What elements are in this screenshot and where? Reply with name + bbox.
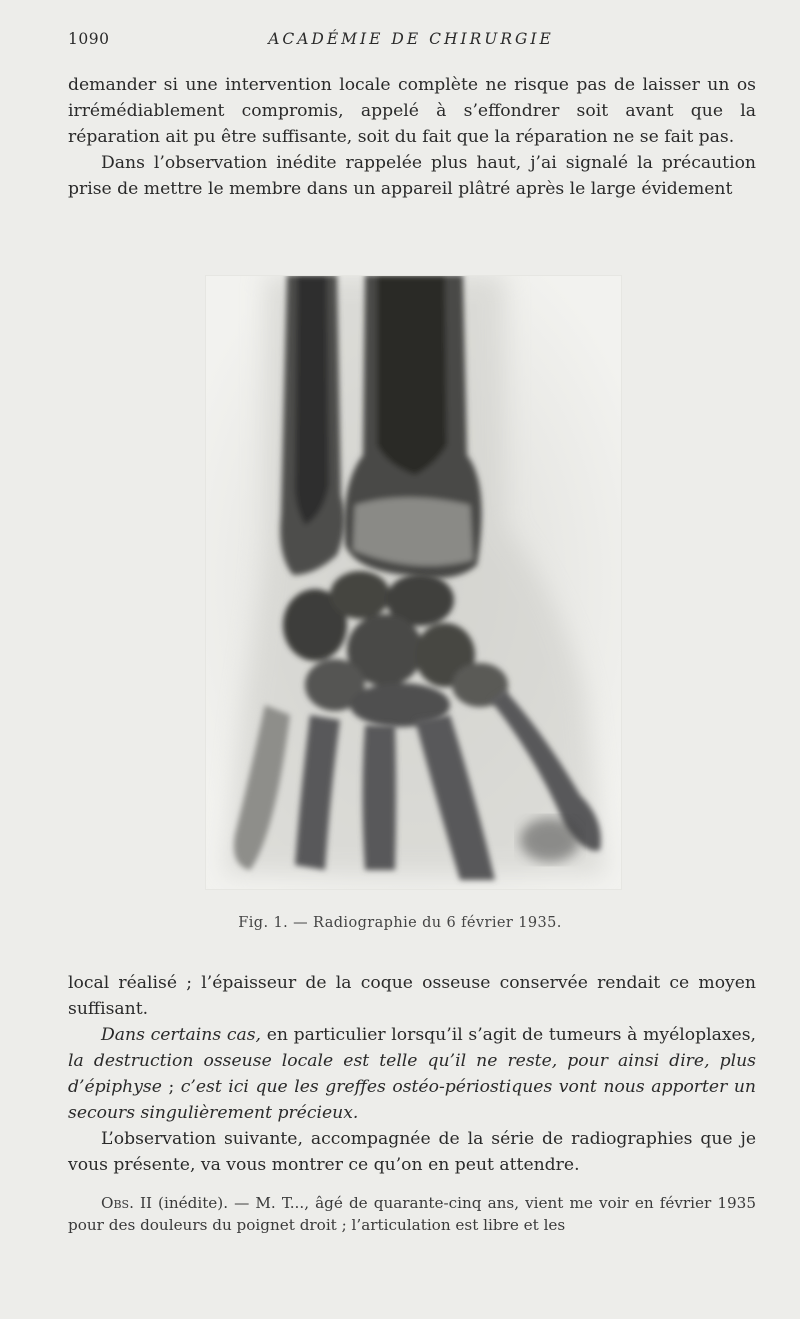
radiograph-figure bbox=[205, 275, 622, 890]
observation-text bbox=[68, 1192, 756, 1236]
wrist-radiograph-image bbox=[205, 275, 622, 890]
roman-run: ; bbox=[161, 1077, 181, 1097]
observation-label: Obs. II bbox=[101, 1194, 152, 1212]
paragraph-mixed bbox=[68, 1022, 756, 1126]
observation-paragraph bbox=[68, 1192, 756, 1236]
paragraph: demander si une intervention locale complète ne risque pas de laisser un os irrémédiablement compromis, appelé à s’effondrer soit avant que la réparation ait pu être suffisante, soit du fait que la réparation ne se fait pas. bbox=[68, 75, 756, 147]
running-header bbox=[68, 30, 754, 54]
page-number: 1090 bbox=[68, 30, 110, 48]
paragraph: local réalisé ; l’épaisseur de la coque osseuse conservée rendait ce moyen suffisant. bbox=[68, 973, 756, 1019]
text-block-top bbox=[68, 72, 756, 202]
figure-caption: Fig. 1. — Radiographie du 6 février 1935. bbox=[238, 915, 562, 931]
paragraph: L’observation suivante, accompagnée de la série de radiographies que je vous présente, va vous montrer ce qu’on en peut attendre. bbox=[68, 1129, 756, 1175]
italic-run: la destruction osseuse locale est telle qu’il ne reste, pour ainsi dire, plus d’épiphyse bbox=[68, 1051, 756, 1097]
running-title: ACADÉMIE DE CHIRURGIE bbox=[268, 30, 554, 48]
text-block-bottom bbox=[68, 970, 756, 1178]
observation-body: (inédite). — M. T..., âgé de quarante-cinq ans, vient me voir en février 1935 pour des douleurs du poignet droit ; l’articulation est libre et les bbox=[68, 1194, 756, 1234]
italic-run: c’est ici que les greffes ostéo-périostiques vont nous apporter un secours singulièrement précieux. bbox=[68, 1077, 756, 1123]
italic-run: Dans certains cas, bbox=[101, 1025, 262, 1045]
paragraph: Dans l’observation inédite rappelée plus haut, j’ai signalé la précaution prise de mettre le membre dans un appareil plâtré après le large évidement bbox=[68, 153, 756, 199]
roman-run: en particulier lorsqu’il s’agit de tumeurs à myéloplaxes, bbox=[261, 1025, 756, 1045]
